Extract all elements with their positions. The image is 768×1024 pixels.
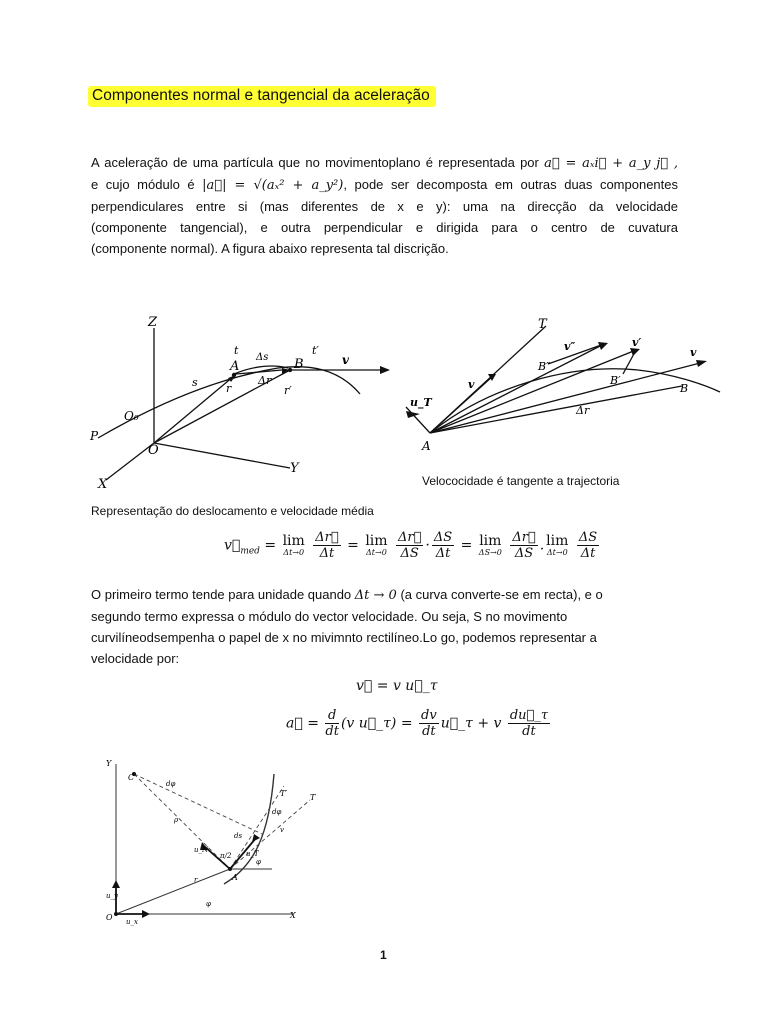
fig3-label-r: r xyxy=(194,876,198,884)
intro-line-2: e cujo módulo é |a⃗| = √(aₓ² + a_y²), pode ser decomposta em outras duas componentes xyxy=(91,177,679,193)
fig2-label-ut: u_T xyxy=(410,396,432,409)
fig2-label-v1: v″ xyxy=(564,340,576,353)
fig3-label-rho: ρ xyxy=(174,816,179,824)
figure-displacement xyxy=(68,308,398,498)
p2-line-4: velocidade por: xyxy=(91,651,180,666)
figure1-caption: Representação do deslocamento e velocidade média xyxy=(91,504,374,518)
page-number: 1 xyxy=(380,948,387,962)
fig1-label-t2: t′ xyxy=(312,344,319,357)
fig3-label-a: A xyxy=(232,873,238,882)
fig3-label-o: O xyxy=(106,913,113,922)
p2-line-2: segundo termo expressa o módulo do vector velocidade. Ou seja, S no movimento xyxy=(91,609,568,624)
fig3-label-dphi: dφ xyxy=(166,780,176,788)
fig3-label-t2: T′ xyxy=(280,789,288,798)
fig1-label-x: X xyxy=(98,477,108,492)
fig3-label-c: C xyxy=(128,773,135,782)
figure-velocity-tangent xyxy=(398,308,738,468)
fig2-label-v: v xyxy=(468,378,475,391)
fig3-label-t: T xyxy=(310,793,316,802)
fig1-label-y: Y xyxy=(290,461,299,476)
intro-line-5: (componente normal). A figura abaixo representa tal discrição. xyxy=(91,241,449,256)
section-title: Componentes normal e tangencial da aceleração xyxy=(88,86,436,107)
fig2-label-b3: B xyxy=(680,382,689,395)
fig1-label-r: r xyxy=(226,382,232,395)
fig1-label-o: O xyxy=(148,443,159,458)
figure-unit-vectors xyxy=(104,756,334,936)
intro-line-3: perpendiculares entre si (mas diferentes de x e y): uma na direcção da velocidade xyxy=(91,199,678,214)
fig2-label-t: T xyxy=(538,317,547,332)
p2-line-1: O primeiro termo tende para unidade quando Δt → 0 (a curva converte-se em recta), e o xyxy=(91,587,603,603)
fig1-label-o0: O₀ xyxy=(124,409,139,423)
intro-line-1: A aceleração de uma partícula que no movimentoplano é representada por a⃗ = aₓi⃗ + a_y j⃗ , xyxy=(91,155,678,171)
fig3-label-x: X xyxy=(290,911,296,920)
paragraph-2 xyxy=(91,584,661,669)
fig1-label-ds: Δs xyxy=(256,352,269,363)
fig3-label-uy: u_y xyxy=(106,892,118,900)
fig1-label-r2: r′ xyxy=(284,384,292,397)
figure2-caption: Velococidade é tangente a trajectoria xyxy=(422,474,620,488)
fig1-label-s: s xyxy=(192,376,198,389)
fig3-label-ux: u_x xyxy=(126,918,138,926)
equation-velocity: v⃗ = v u⃗_τ xyxy=(356,678,438,694)
fig3-label-y: Y xyxy=(106,759,112,768)
equation-vmed: $v⃗_{med}$ = lim Δt→0 $\frac{\Delta r⃗}{\Delta t}$ = lim Δt→0 $\frac{\Delta r⃗}{\Delta S}$ · $\frac{\Delta S}{\Delta t}$ = lim ΔS→0 $\frac{\Delta r⃗}{\Delta S}$ . lim Δt→0 $\frac{\Delta S}{\Delta t}$ xyxy=(224,530,598,561)
fig3-label-pi2: π/2 xyxy=(220,852,232,860)
equation-acceleration: a⃗ = $\frac{d}{dt}$ (v u⃗_τ) = $\frac{dv}{dt}$ u⃗_τ + v $\frac{du⃗\_\tau}{dt}$ xyxy=(286,708,549,739)
fig2-label-b1: B″ xyxy=(538,360,551,373)
intro-line-4: (componente tangencial), e outra perpendicular e dirigida para o centro de cuvatura xyxy=(91,220,678,235)
fig1-label-z: Z xyxy=(148,315,158,330)
fig1-label-v: v xyxy=(342,353,349,367)
intro-paragraph xyxy=(91,152,678,259)
fig3-label-ut: u_T xyxy=(246,850,259,858)
fig2-label-v3: v xyxy=(690,346,697,359)
fig1-label-t: t xyxy=(234,344,239,357)
fig1-label-dr: Δr xyxy=(258,374,272,387)
fig3-label-un: u_N xyxy=(194,846,209,854)
fig3-label-phi: φ xyxy=(256,858,261,866)
fig2-label-v2: v′ xyxy=(632,336,642,349)
fig3-label-v: v xyxy=(280,826,284,834)
fig3-label-ds: ds xyxy=(234,832,243,840)
fig1-label-b: B xyxy=(294,357,304,372)
fig3-label-phi2: φ xyxy=(206,900,211,908)
fig2-label-b2: B′ xyxy=(610,374,621,387)
fig1-label-p: P xyxy=(90,429,99,443)
fig2-label-a: A xyxy=(422,439,431,453)
fig3-label-dphi2: dφ xyxy=(272,808,282,816)
fig2-label-dr: Δr xyxy=(576,404,590,417)
fig1-label-a: A xyxy=(230,359,240,374)
p2-line-3: curvilíneodsempenha o papel de x no mivimnto rectilíneo.Lo go, podemos representar a xyxy=(91,630,597,645)
